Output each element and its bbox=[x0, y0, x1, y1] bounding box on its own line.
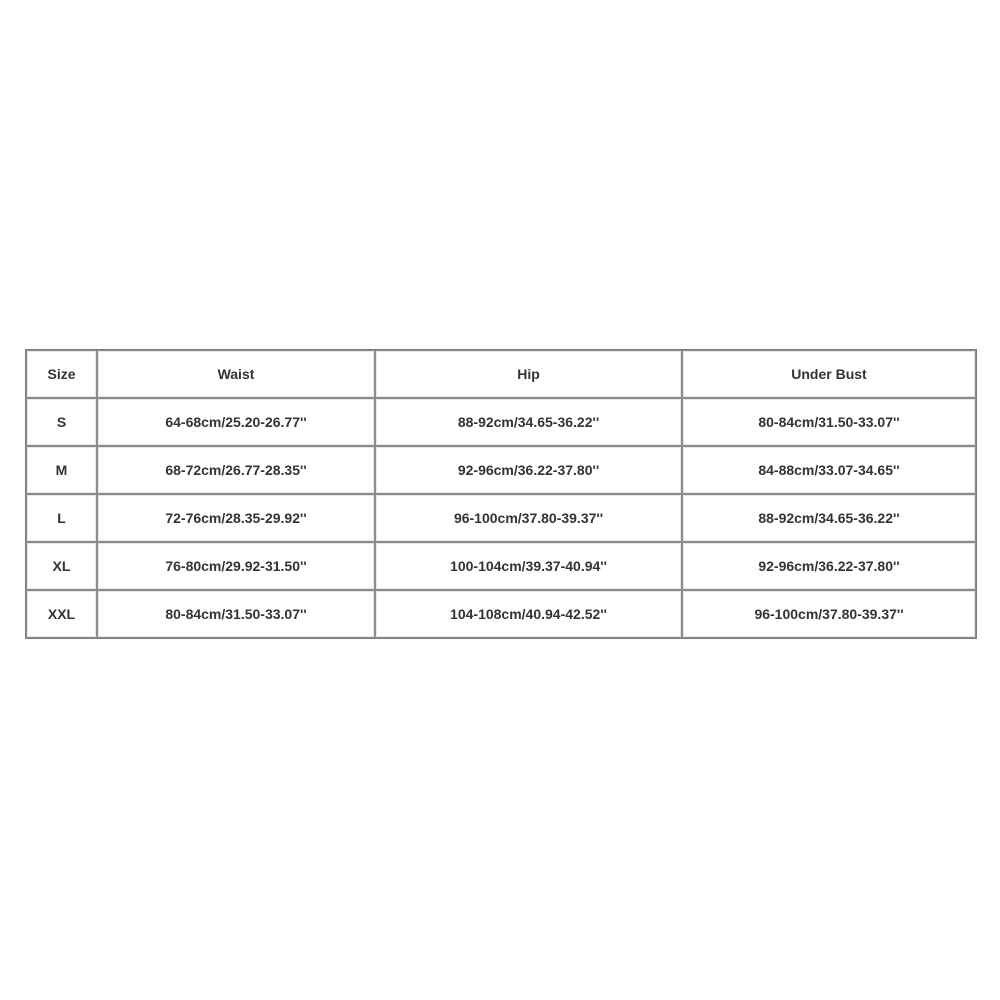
under-bust-cell: 92-96cm/36.22-37.80'' bbox=[682, 542, 976, 590]
waist-cell: 72-76cm/28.35-29.92'' bbox=[97, 494, 375, 542]
size-chart-table bbox=[25, 349, 977, 639]
under-bust-cell: 96-100cm/37.80-39.37'' bbox=[682, 590, 976, 638]
table-row bbox=[26, 398, 976, 446]
under-bust-cell: 84-88cm/33.07-34.65'' bbox=[682, 446, 976, 494]
table-row bbox=[26, 542, 976, 590]
hip-cell: 100-104cm/39.37-40.94'' bbox=[375, 542, 682, 590]
size-cell: XL bbox=[26, 542, 97, 590]
waist-cell: 76-80cm/29.92-31.50'' bbox=[97, 542, 375, 590]
hip-cell: 104-108cm/40.94-42.52'' bbox=[375, 590, 682, 638]
waist-cell: 68-72cm/26.77-28.35'' bbox=[97, 446, 375, 494]
table-row bbox=[26, 590, 976, 638]
table-row bbox=[26, 494, 976, 542]
waist-cell: 64-68cm/25.20-26.77'' bbox=[97, 398, 375, 446]
header-size: Size bbox=[26, 350, 97, 398]
hip-cell: 96-100cm/37.80-39.37'' bbox=[375, 494, 682, 542]
size-cell: M bbox=[26, 446, 97, 494]
hip-cell: 88-92cm/34.65-36.22'' bbox=[375, 398, 682, 446]
size-cell: S bbox=[26, 398, 97, 446]
under-bust-cell: 88-92cm/34.65-36.22'' bbox=[682, 494, 976, 542]
under-bust-cell: 80-84cm/31.50-33.07'' bbox=[682, 398, 976, 446]
header-waist: Waist bbox=[97, 350, 375, 398]
waist-cell: 80-84cm/31.50-33.07'' bbox=[97, 590, 375, 638]
size-cell: L bbox=[26, 494, 97, 542]
table-header-row bbox=[26, 350, 976, 398]
hip-cell: 92-96cm/36.22-37.80'' bbox=[375, 446, 682, 494]
header-hip: Hip bbox=[375, 350, 682, 398]
table-row bbox=[26, 446, 976, 494]
header-under-bust: Under Bust bbox=[682, 350, 976, 398]
size-cell: XXL bbox=[26, 590, 97, 638]
